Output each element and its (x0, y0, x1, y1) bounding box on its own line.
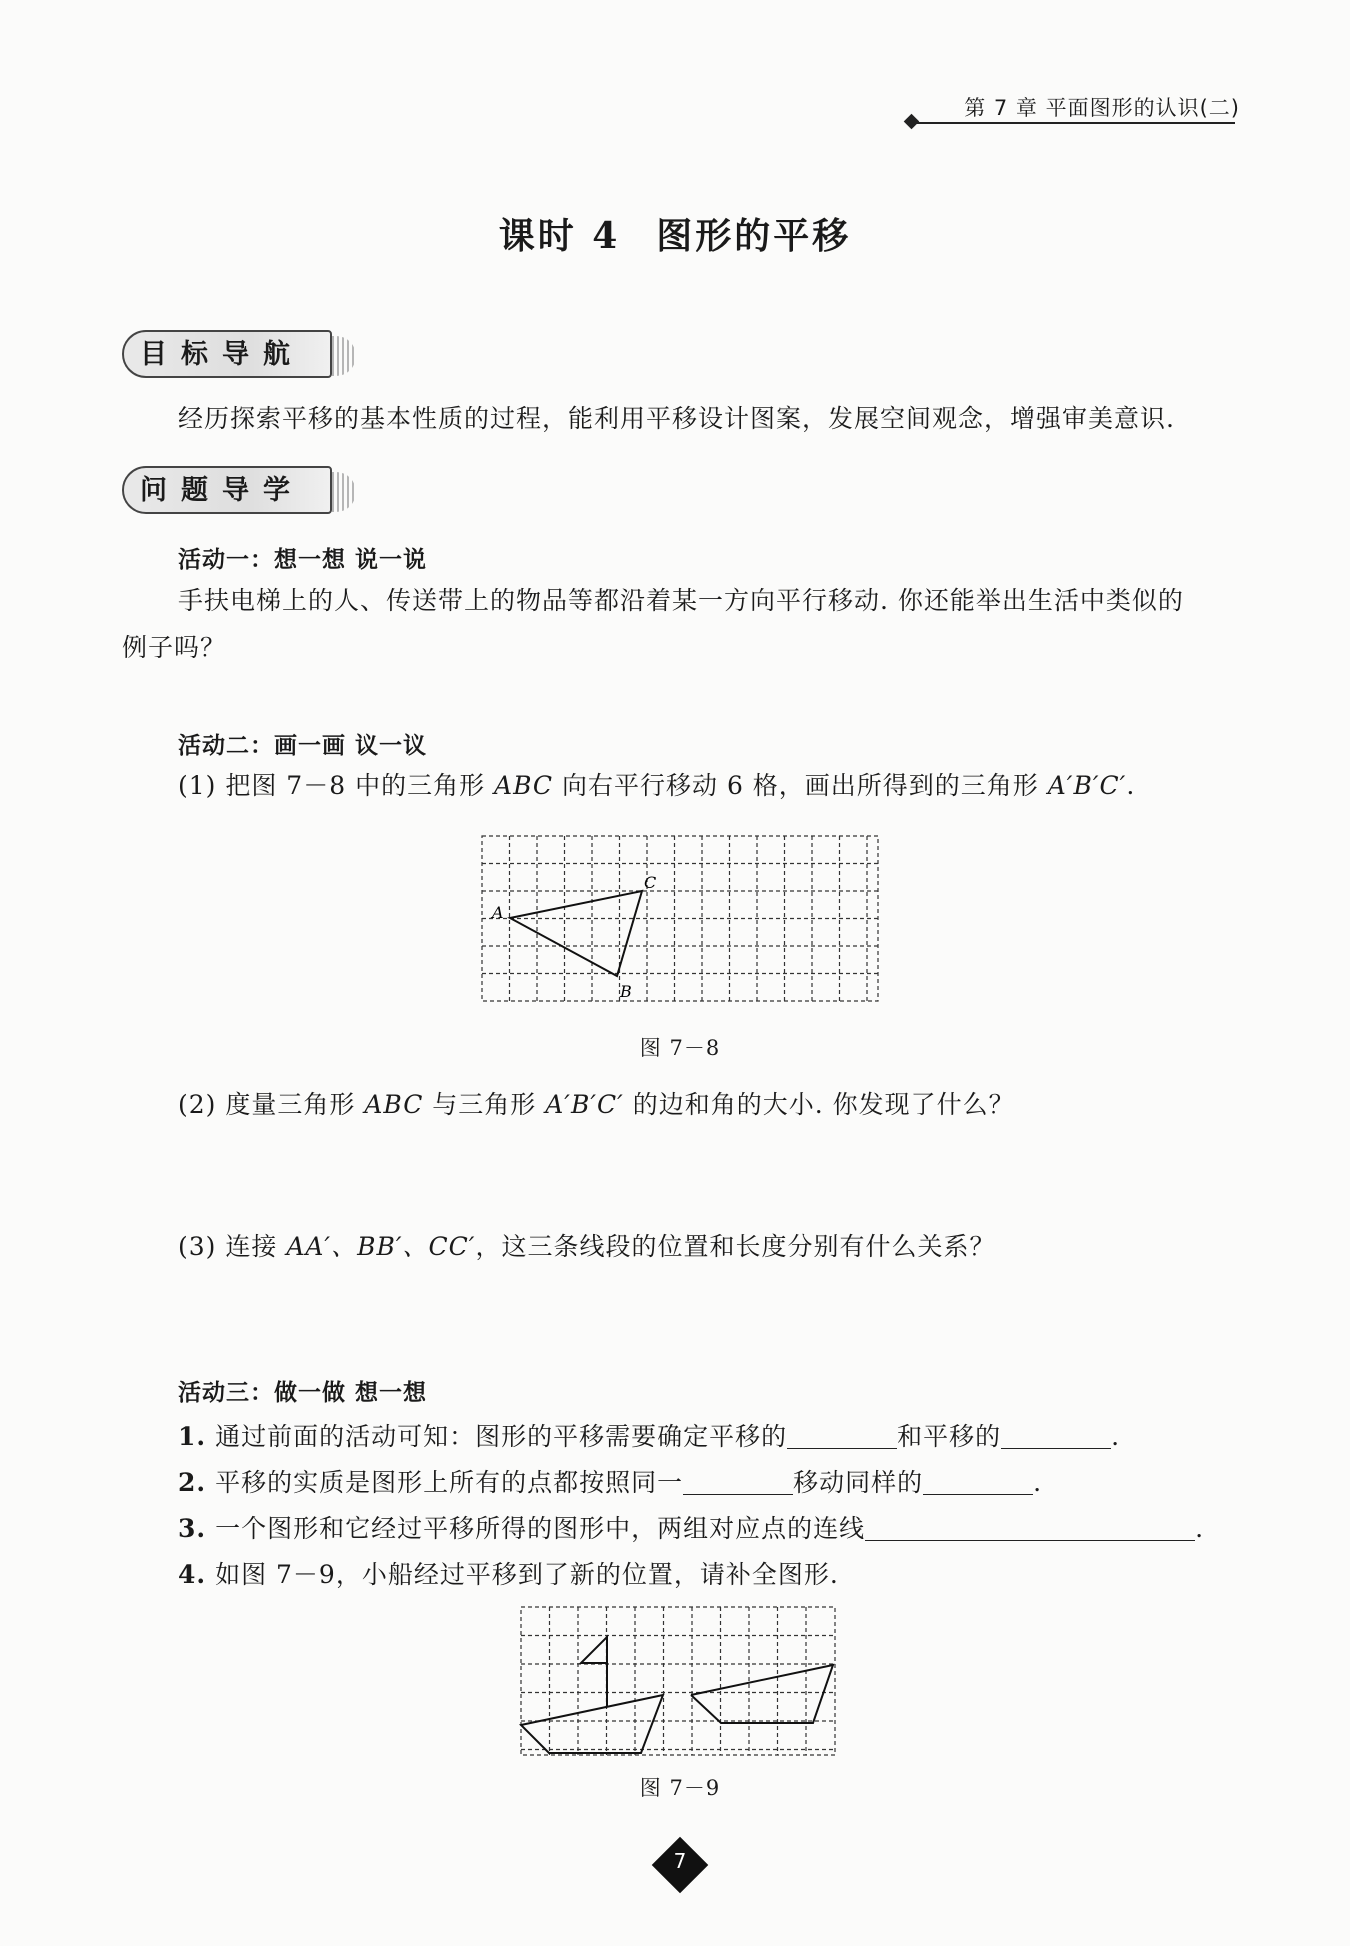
q1-mid: 向右平行移动 6 格，画出所得到的三角形 (553, 771, 1048, 800)
lesson-name: 图形的平移 (656, 215, 852, 257)
chapter-header: 第 7 章 平面图形的认识(二) (964, 96, 1240, 120)
section-badge-goals-label: 目标导航 (140, 339, 304, 370)
answer-blank[interactable] (787, 1424, 897, 1449)
item-end: . (1195, 1514, 1205, 1543)
item-text: 移动同样的 (793, 1468, 924, 1497)
page-number: 7 (673, 1849, 687, 1873)
q2-mid: 与三角形 (423, 1090, 546, 1119)
answer-blank[interactable] (923, 1470, 1033, 1495)
activity3-item-1 (178, 1418, 1278, 1456)
item-end: . (1033, 1468, 1043, 1497)
boat-original-sail (581, 1637, 607, 1663)
boat-original-hull (521, 1695, 663, 1753)
activity1-line2: 例子吗？ (122, 633, 227, 662)
figure-7-8-caption: 图 7－8 (639, 1036, 721, 1060)
q2-prefix: (2) 度量三角形 (178, 1090, 365, 1119)
q3-end: ，这三条线段的位置和长度分别有什么关系？ (475, 1232, 996, 1261)
item-end: . (1111, 1422, 1121, 1451)
item-text: 平移的实质是图形上所有的点都按照同一 (215, 1468, 684, 1497)
section-badge-guide-label: 问题导学 (140, 475, 304, 506)
answer-blank[interactable] (1001, 1424, 1111, 1449)
lesson-label: 课时 4 (498, 215, 621, 257)
answer-blank[interactable] (865, 1516, 1195, 1541)
item-text: 和平移的 (897, 1422, 1002, 1451)
section-badge-goals (122, 330, 332, 378)
activity2-q2 (178, 1086, 1278, 1124)
item-number: 2. (178, 1468, 207, 1497)
figure-7-8 (478, 832, 888, 1012)
item-number: 3. (178, 1514, 207, 1543)
boat-translated-hull (691, 1665, 833, 1723)
figure-7-9 (515, 1603, 845, 1763)
label-b: B (620, 982, 632, 1001)
q3-prefix: (3) 连接 (178, 1232, 287, 1261)
activity2-title: 活动二：画一画 议一议 (178, 733, 428, 759)
activity2-q3 (178, 1228, 1278, 1266)
label-c: C (644, 873, 657, 892)
lesson-title (0, 208, 1350, 259)
triangle-abc (510, 891, 642, 976)
activity2-q1 (178, 767, 1278, 805)
activity3-item-4 (178, 1556, 1278, 1594)
q1-prefix: (1) 把图 7－8 中的三角形 (178, 771, 495, 800)
q1-end: . (1126, 771, 1136, 800)
item-text: 一个图形和它经过平移所得的图形中，两组对应点的连线 (215, 1514, 866, 1543)
q1-triangle: ABC (494, 771, 554, 800)
figure-7-9-caption: 图 7－9 (639, 1776, 721, 1800)
label-a: A (492, 903, 504, 922)
q2-end: 的边和角的大小. 你发现了什么？ (623, 1090, 1015, 1119)
activity3-item-2 (178, 1464, 1278, 1502)
q2-triangle-prime: A′B′C′ (545, 1090, 624, 1119)
activity3-title: 活动三：做一做 想一想 (178, 1380, 428, 1406)
item-number: 4. (178, 1560, 207, 1589)
item-number: 1. (178, 1422, 207, 1451)
section-badge-guide (122, 466, 332, 514)
badge-decoration (332, 336, 356, 376)
item-text: 如图 7－9，小船经过平移到了新的位置，请补全图形. (215, 1560, 839, 1589)
q1-triangle-prime: A′B′C′ (1047, 771, 1127, 800)
q3-segments: AA′、BB′、CC′ (286, 1232, 476, 1261)
item-text: 通过前面的活动可知：图形的平移需要确定平移的 (215, 1422, 788, 1451)
activity1-title: 活动一：想一想 说一说 (178, 547, 428, 573)
answer-blank[interactable] (683, 1470, 793, 1495)
goals-text: 经历探索平移的基本性质的过程，能利用平移设计图案，发展空间观念，增强审美意识. (178, 404, 1175, 433)
activity3-item-3 (178, 1510, 1278, 1548)
badge-decoration (332, 472, 356, 512)
activity1-line1: 手扶电梯上的人、传送带上的物品等都沿着某一方向平行移动. 你还能举出生活中类似的 (178, 586, 1184, 615)
header-rule (915, 122, 1235, 124)
q2-triangle: ABC (364, 1090, 424, 1119)
